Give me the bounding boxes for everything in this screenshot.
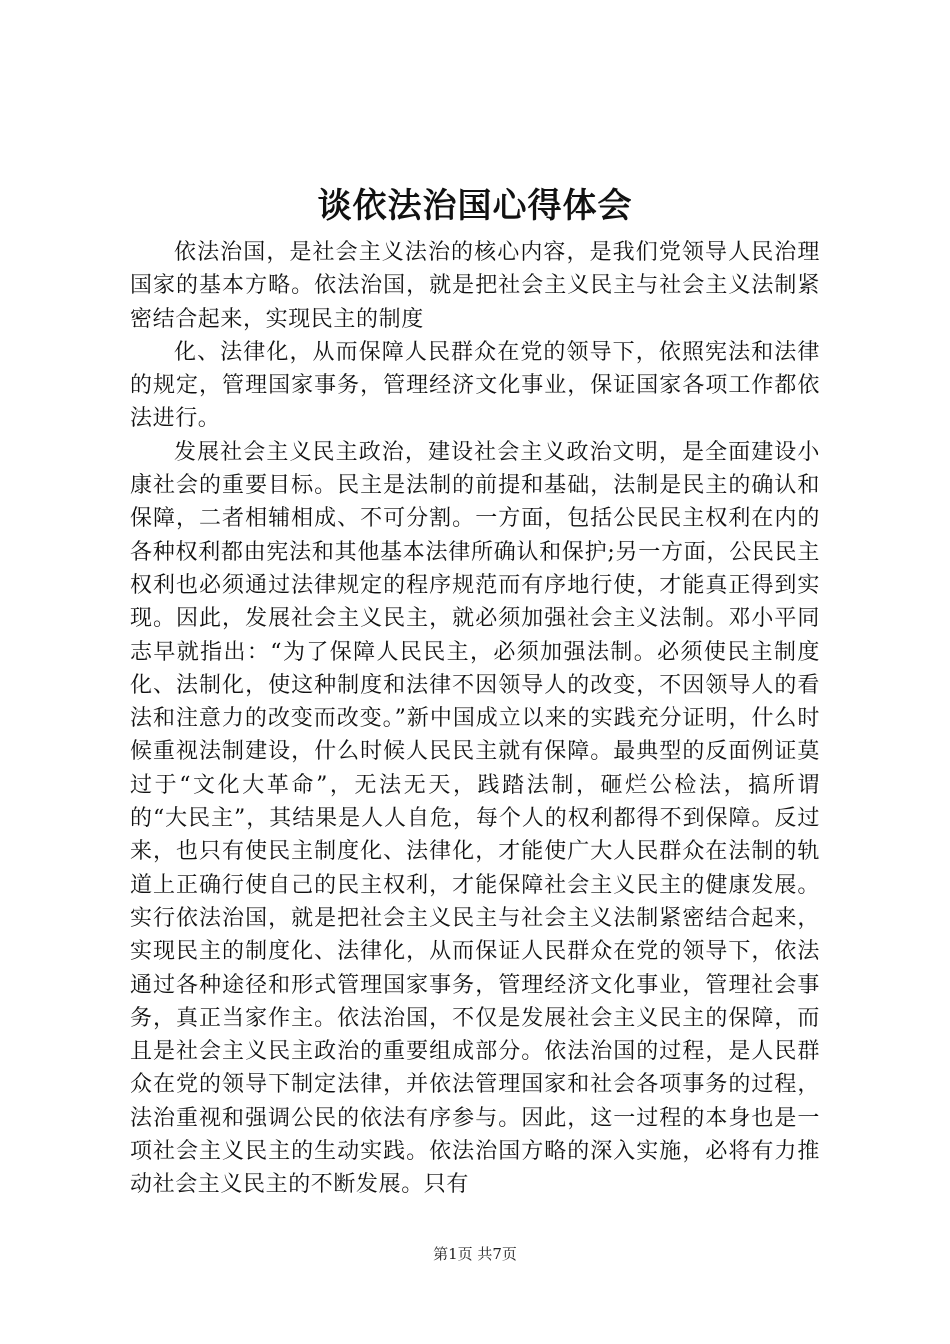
paragraph-3: 发展社会主义民主政治，建设社会主义政治文明，是全面建设小康社会的重要目标。民主是法制的前提和基础，法制是民主的确认和保障，二者相辅相成、不可分割。一方面，包括公民民主权利在内的各种权利都由宪法和其他基本法律所确认和保护;另一方面，公民民主权利也必须通过法律规定的程序规范而有序地行使，才能真正得到实现。因此，发展社会主义民主，就必须加强社会主义法制。邓小平同志早就指出：“为了保障人民民主，必须加强法制。必须使民主制度化、法制化，使这种制度和法律不因领导人的改变，不因领导人的看法和注意力的改变而改变。”新中国成立以来的实践充分证明，什么时候重视法制建设，什么时候人民民主就有保障。最典型的反面例证莫过于“文化大革命”，无法无天，践踏法制，砸烂公检法，搞所谓的“大民主”，其结果是人人自危，每个人的权利都得不到保障。反过来，也只有使民主制度化、法律化，才能使广大人民群众在法制的轨道上正确行使自己的民主权利，才能保障社会主义民主的健康发展。实行依法治国，就是把社会主义民主与社会主义法制紧密结合起来，实现民主的制度化、法律化，从而保证人民群众在党的领导下，依法通过各种途径和形式管理国家事务，管理经济文化事业，管理社会事务，真正当家作主。依法治国，不仅是发展社会主义民主的保障，而且是社会主义民主政治的重要组成部分。依法治国的过程，是人民群众在党的领导下制定法律，并依法管理国家和社会各项事务的过程，法治重视和强调公民的依法有序参与。因此，这一过程的本身也是一项社会主义民主的生动实践。依法治国方略的深入实施，必将有力推动社会主义民主的不断发展。只有 <box>130 439 820 1198</box>
paragraph-1: 依法治国，是社会主义法治的核心内容，是我们党领导人民治理国家的基本方略。依法治国，就是把社会主义民主与社会主义法制紧密结合起来，实现民主的制度 <box>130 240 820 332</box>
page-title: 谈依法治国心得体会 <box>317 186 633 226</box>
paragraph-2: 化、法律化，从而保障人民群众在党的领导下，依照宪法和法律的规定，管理国家事务，管理经济文化事业，保证国家各项工作都依法进行。 <box>130 339 820 432</box>
page-number-footer: 第1页 共7页 <box>433 1245 517 1263</box>
document-body <box>130 236 820 1202</box>
